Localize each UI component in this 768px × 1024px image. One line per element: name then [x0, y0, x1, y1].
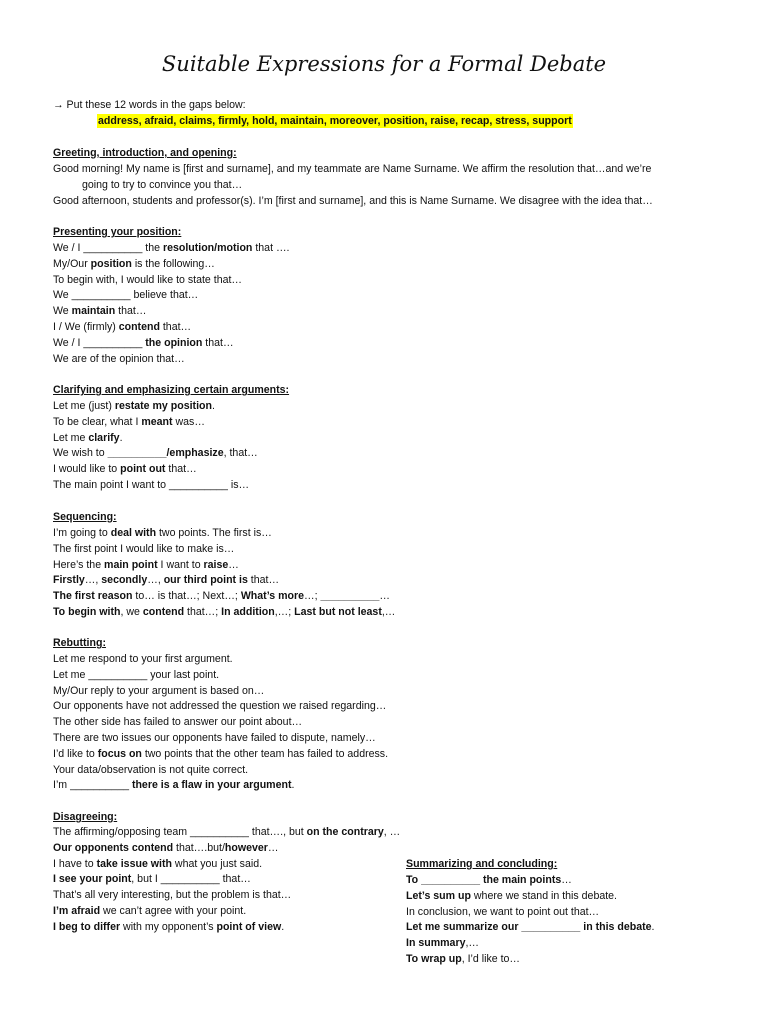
- clarifying-line: [53, 399, 215, 413]
- page-title: Suitable Expressions for a Formal Debate: [161, 52, 607, 76]
- text-segment: .: [651, 921, 655, 934]
- text-segment: Let me __________ your last point.: [53, 668, 220, 681]
- text-segment: that…: [247, 574, 280, 587]
- disagreeing-line: [53, 857, 262, 871]
- bold-phrase: I see your point: [53, 873, 132, 886]
- bold-phrase: In addition: [221, 606, 275, 618]
- text-segment: We are of the opinion that…: [53, 352, 185, 365]
- bold-phrase: In summary: [406, 937, 466, 950]
- bold-phrase: To __________ the main points: [406, 874, 562, 886]
- text-segment: I’d like to: [53, 747, 98, 760]
- section-heading-clarifying: Clarifying and emphasizing certain arguments:: [53, 384, 290, 396]
- text-segment: I want to: [157, 558, 204, 571]
- text-segment: that…: [202, 336, 234, 349]
- bold-phrase: point out: [120, 463, 166, 476]
- text-segment: My/Our: [53, 257, 91, 270]
- text-segment: Your data/observation is not quite correct.: [53, 763, 249, 776]
- rebutting-line: [53, 652, 233, 666]
- text-segment: .: [119, 431, 123, 444]
- bold-phrase: position: [90, 257, 132, 270]
- text-segment: is the following…: [131, 257, 215, 270]
- bold-phrase: on the contrary: [306, 826, 384, 838]
- clarifying-line: [53, 462, 197, 476]
- text-segment: .: [291, 779, 295, 792]
- presenting-line: [53, 304, 146, 318]
- text-segment: with my opponent’s: [120, 920, 217, 933]
- text-segment: We / I __________: [53, 336, 146, 349]
- greeting-line: Good morning! My name is [first and surname], and my teammate are Name Surname. We affirm the resolution that…and we’re: [53, 163, 652, 175]
- text-segment: …: [267, 841, 279, 854]
- bold-phrase: contend: [118, 321, 160, 333]
- text-segment: two points that the other team has failed to address.: [141, 747, 389, 760]
- presenting-line: [53, 257, 215, 271]
- text-segment: , …: [383, 826, 401, 838]
- instructions: → Put these 12 words in the gaps below:: [53, 99, 246, 111]
- text-segment: The other side has failed to answer our point about…: [53, 716, 303, 729]
- rebutting-line: [53, 699, 386, 713]
- presenting-line: [53, 336, 234, 350]
- text-segment: …: [561, 874, 572, 886]
- text-segment: The main point I want to __________ is…: [53, 479, 250, 491]
- text-segment: we can’t agree with your point.: [100, 905, 247, 917]
- bold-phrase: contend: [142, 606, 185, 618]
- summarizing-line: [406, 905, 599, 919]
- disagreeing-line: [53, 841, 278, 855]
- summarizing-line: [406, 889, 617, 903]
- text-segment: , but I __________ that…: [131, 873, 251, 886]
- text-segment: that…: [115, 305, 147, 318]
- rebutting-line: [53, 731, 376, 745]
- text-segment: There are two issues our opponents have failed to dispute, namely…: [53, 732, 376, 744]
- section-heading-greeting: Greeting, introduction, and opening:: [53, 147, 237, 159]
- text-segment: that ….: [252, 242, 290, 254]
- bold-phrase: Firstly: [53, 574, 85, 587]
- text-segment: We wish to: [53, 447, 108, 460]
- section-heading-summarizing: Summarizing and concluding:: [406, 858, 558, 870]
- rebutting-line: [53, 778, 294, 792]
- bold-phrase: Let’s sum up: [406, 889, 471, 902]
- clarifying-line: [53, 415, 205, 429]
- bold-phrase: the opinion: [145, 336, 203, 349]
- bold-phrase: To wrap up: [406, 953, 462, 965]
- bold-phrase: Last but not least: [294, 606, 382, 618]
- sequencing-line: [53, 558, 239, 572]
- bold-phrase: there is a flaw in your argument: [131, 779, 292, 792]
- clarifying-line: [53, 431, 123, 445]
- bold-phrase: Our opponents contend: [53, 841, 174, 854]
- disagreeing-line: [53, 825, 400, 839]
- text-segment: …: [379, 590, 390, 603]
- clarifying-line: [53, 446, 258, 460]
- text-segment: In conclusion, we want to point out that…: [406, 905, 600, 918]
- disagreeing-line: [53, 920, 284, 934]
- bold-phrase: deal with: [110, 527, 157, 539]
- sequencing-line: [53, 589, 390, 603]
- text-segment: two points. The first is…: [156, 527, 272, 539]
- greeting-line: Good afternoon, students and professor(s). I’m [first and surname], and this is Name Surname. We disagree with the idea that…: [53, 195, 653, 207]
- text-segment: …;: [304, 590, 321, 603]
- text-segment: ,…;: [274, 606, 295, 618]
- bold-phrase: clarify: [88, 431, 120, 444]
- bold-phrase: To begin with: [53, 606, 121, 618]
- text-segment: , that…: [223, 447, 258, 460]
- text-segment: I have to: [53, 857, 97, 870]
- presenting-line: [53, 241, 290, 255]
- rebutting-line: [53, 668, 219, 682]
- bold-phrase: main point: [104, 558, 158, 571]
- rebutting-line: [53, 747, 388, 761]
- bold-phrase: focus on: [97, 747, 142, 760]
- sequencing-line: [53, 605, 395, 619]
- text-segment: ,…: [465, 937, 480, 950]
- text-segment: Here’s the: [53, 558, 105, 571]
- sequencing-line: [53, 526, 272, 540]
- text-segment: that…;: [184, 606, 222, 618]
- bold-phrase: I beg to differ: [53, 920, 121, 933]
- text-segment: that…: [159, 321, 192, 333]
- presenting-line: [53, 288, 198, 302]
- text-segment: where we stand in this debate.: [470, 889, 617, 902]
- text-segment: Our opponents have not addressed the question we raised regarding…: [53, 700, 387, 713]
- section-heading-sequencing: Sequencing:: [53, 511, 117, 523]
- text-segment: , we: [120, 606, 143, 618]
- text-segment: We: [53, 305, 72, 318]
- text-segment: The affirming/opposing team __________ that…., but: [53, 826, 307, 838]
- text-segment: Let me respond to your first argument.: [53, 653, 233, 665]
- text-segment: My/Our reply to your argument is based on…: [53, 684, 265, 697]
- text-segment: I’m __________: [53, 779, 132, 792]
- presenting-line: [53, 352, 185, 366]
- text-segment: to… is that…; Next…;: [132, 590, 241, 603]
- bold-phrase: I’m afraid: [53, 905, 101, 917]
- section-heading-rebutting: Rebutting:: [53, 637, 106, 649]
- bold-phrase: raise: [203, 558, 229, 571]
- bold-phrase: The first reason: [53, 590, 133, 603]
- presenting-line: [53, 273, 242, 287]
- word-bank: address, afraid, claims, firmly, hold, maintain, moreover, position, raise, recap, stress, support: [98, 115, 572, 127]
- bold-phrase: point of view: [216, 920, 282, 933]
- sequencing-line: [53, 573, 279, 587]
- text-segment: To begin with, I would like to state that…: [53, 273, 243, 286]
- bold-phrase: Let me summarize our __________ in this debate: [406, 921, 652, 934]
- text-segment: I / We (firmly): [53, 321, 119, 333]
- text-segment: …: [228, 558, 239, 571]
- bold-phrase: take issue with: [96, 857, 172, 870]
- text-segment: That’s all very interesting, but the problem is that…: [53, 889, 292, 902]
- text-segment: …,: [84, 574, 102, 587]
- summarizing-line: [406, 873, 572, 887]
- bold-phrase: maintain: [71, 305, 116, 318]
- text-segment: To be clear, what I: [53, 415, 142, 428]
- bold-phrase: restate my position: [114, 400, 212, 412]
- text-segment: Let me (just): [53, 400, 115, 412]
- text-segment: The first point I would like to make is…: [53, 542, 235, 555]
- section-heading-disagreeing: Disagreeing:: [53, 811, 118, 823]
- text-segment: .: [211, 400, 215, 412]
- bold-phrase: meant: [141, 415, 173, 428]
- summarizing-line: [406, 936, 479, 950]
- rebutting-line: [53, 763, 248, 777]
- rebutting-line: [53, 715, 302, 729]
- bold-phrase: our third point is: [163, 574, 248, 587]
- clarifying-line: [53, 478, 249, 492]
- disagreeing-line: [53, 904, 246, 918]
- text-segment: I would like to: [53, 463, 121, 476]
- bold-phrase: resolution/motion: [162, 242, 253, 254]
- rebutting-line: [53, 684, 264, 698]
- text-segment: that….but/: [173, 841, 225, 854]
- text-segment: what you just said.: [171, 857, 263, 870]
- text-segment: Let me: [53, 431, 89, 444]
- text-segment: that…: [165, 463, 197, 476]
- presenting-line: [53, 320, 191, 334]
- bold-phrase: secondly: [101, 574, 148, 587]
- text-segment: We __________ believe that…: [53, 289, 199, 302]
- bold-phrase: __________: [320, 590, 380, 603]
- bold-phrase: __________/emphasize: [107, 447, 224, 460]
- text-segment: .: [281, 920, 285, 933]
- bold-phrase: however: [224, 841, 268, 854]
- text-segment: …,: [147, 574, 164, 587]
- disagreeing-line: [53, 872, 251, 886]
- summarizing-line: [406, 920, 654, 934]
- text-segment: , I’d like to…: [461, 953, 521, 965]
- bold-phrase: What’s more: [240, 590, 304, 603]
- text-segment: ,…: [381, 606, 396, 618]
- text-segment: I’m going to: [53, 527, 111, 539]
- summarizing-line: [406, 952, 520, 966]
- section-heading-presenting: Presenting your position:: [53, 226, 182, 238]
- text-segment: We / I __________ the: [53, 242, 163, 254]
- greeting-line: going to try to convince you that…: [82, 179, 243, 191]
- disagreeing-line: [53, 888, 291, 902]
- text-segment: was…: [172, 415, 205, 428]
- sequencing-line: [53, 542, 234, 556]
